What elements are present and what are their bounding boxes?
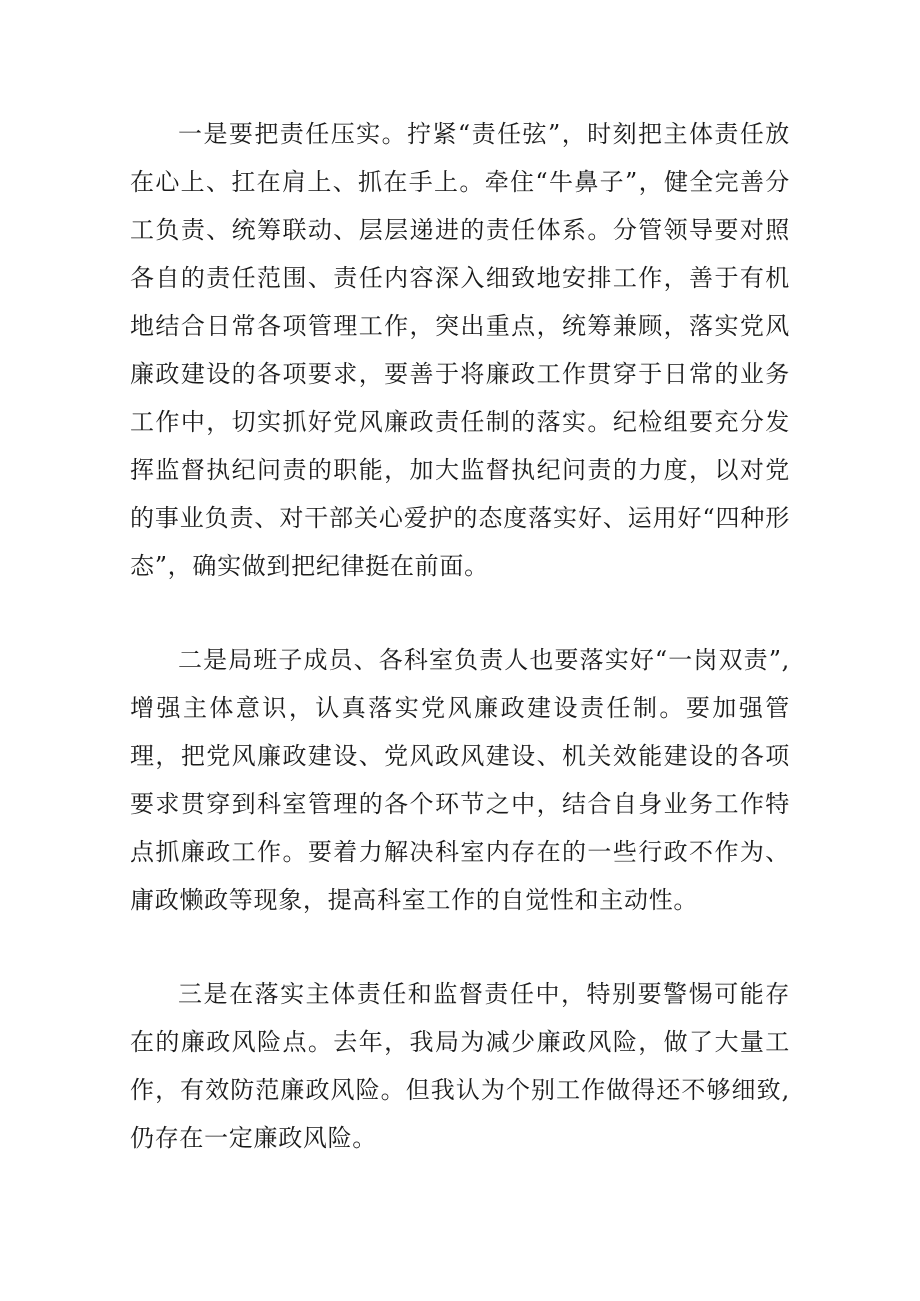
paragraph-3: 三是在落实主体责任和监督责任中，特别要警惕可能存在的廉政风险点。去年，我局为减少廉政风险，做了大量工作，有效防范廉政风险。但我认为个别工作做得还不够细致,仍存在一定廉政风险。 [130, 980, 790, 1152]
paragraph-1: 一是要把责任压实。拧紧“责任弦”，时刻把主体责任放在心上、扛在肩上、抓在手上。牵住“牛鼻子”，健全完善分工负责、统筹联动、层层递进的责任体系。分管领导要对照各自的责任范围、责任内容深入细致地安排工作，善于有机地结合日常各项管理工作，突出重点，统筹兼顾，落实党风廉政建设的各项要求，要善于将廉政工作贯穿于日常的业务工作中，切实抓好党风廉政责任制的落实。纪检组要充分发挥监督执纪问责的职能，加大监督执纪问责的力度，以对党的事业负责、对干部关心爱护的态度落实好、运用好“四种形态”，确实做到把纪律挺在前面。 [130, 120, 790, 580]
document-body [130, 110, 790, 1162]
paragraph-2: 二是局班子成员、各科室负责人也要落实好“一岗双责”,增强主体意识，认真落实党风廉政建设责任制。要加强管理，把党风廉政建设、党风政风建设、机关效能建设的各项要求贯穿到科室管理的各个环节之中，结合自身业务工作特点抓廉政工作。要着力解决科室内存在的一些行政不作为、庸政懒政等现象，提高科室工作的自觉性和主动性。 [130, 646, 790, 914]
